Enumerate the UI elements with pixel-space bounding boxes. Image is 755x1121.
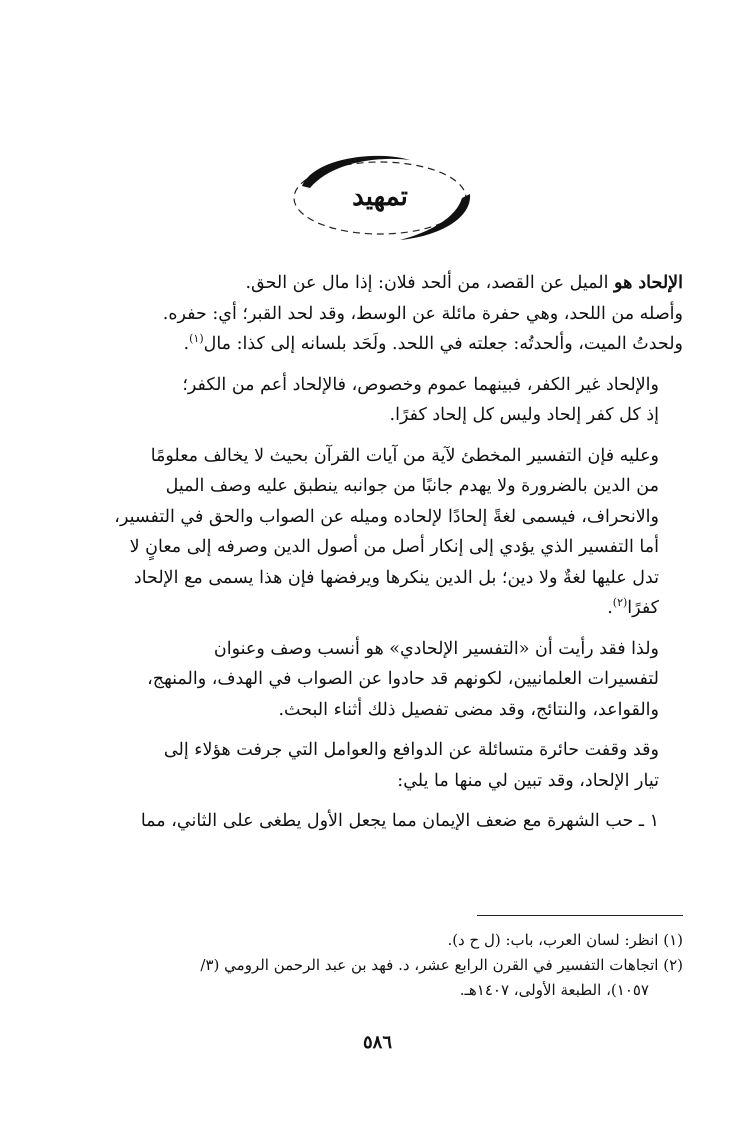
paragraph-line — [80, 268, 683, 299]
section-heading: تمهيد — [352, 182, 408, 212]
paragraph-line: والقواعد، والنتائج، وقد مضى تفصيل ذلك أثناء البحث. — [278, 699, 659, 720]
footnote-text: اتجاهات التفسير في القرن الرابع عشر، د. فهد بن عبد الرحمن الرومي (٣/ — [200, 956, 659, 974]
term-lead: الإلحاد هو — [614, 273, 683, 293]
paragraph-3 — [80, 441, 683, 624]
paragraph-5 — [80, 735, 683, 796]
paragraph-line: وأصله من اللحد، وهي حفرة مائلة عن الوسط، وقد لحد القبر؛ أي: حفره. — [162, 303, 683, 324]
footnote-ref: (٢) — [612, 596, 628, 610]
paragraph-line: وعليه فإن التفسير المخطئ لآية من آيات القرآن بحيث لا يخالف معلومًا — [150, 445, 659, 466]
footnote-number: (٢) — [663, 956, 683, 974]
footnote-divider — [477, 915, 683, 916]
line-text: الميل عن القصد، من ألحد فلان: إذا مال عن الحق. — [245, 273, 615, 293]
paragraph-2 — [80, 370, 683, 431]
footnote-number: (١) — [663, 931, 683, 949]
line-text: كفرًا — [627, 598, 659, 618]
paragraph-1 — [80, 268, 683, 360]
paragraph-line: ١ ـ حب الشهرة مع ضعف الإيمان مما يجعل الأول يطغى على الثاني، مما — [140, 811, 659, 831]
footnote-2 — [80, 953, 683, 978]
footnote-2-continuation: ١٠٥٧)، الطبعة الأولى، ١٤٠٧هـ. — [459, 981, 649, 999]
line-text: ولحدتُ الميت، وألحدتُه: جعلته في اللحد. ولَحَد بلسانه إلى كذا: مال — [203, 334, 683, 354]
paragraph-line: إذ كل كفر إلحاد وليس كل إلحاد كفرًا. — [389, 405, 659, 425]
paragraph-line: ولذا فقد رأيت أن «التفسير الإلحادي» هو أنسب وصف وعنوان — [213, 638, 659, 659]
paragraph-line: وقد وقفت حائرة متسائلة عن الدوافع والعوامل التي جرفت هؤلاء إلى — [163, 740, 659, 760]
footnote-1 — [80, 928, 683, 953]
body-text — [80, 268, 683, 847]
paragraph-line: تدل عليها لغةٌ ولا دين؛ بل الدين ينكرها ويرفضها فإن هذا يسمى مع الإلحاد — [133, 567, 659, 588]
footnote-ref: (١) — [189, 332, 204, 346]
paragraph-line: تيار الإلحاد، وقد تبين لي منها ما يلي: — [397, 770, 659, 791]
page-number: ٥٨٦ — [362, 1032, 392, 1053]
paragraph-line: كفرًا$^{(٢)}$. — [607, 596, 659, 618]
footnote-text: انظر: لسان العرب، باب: (ل ح د). — [447, 931, 659, 949]
paragraph-line: أما التفسير الذي يؤدي إلى إنكار أصل من أصول الدين وصرفه إلى معانٍ لا — [129, 537, 659, 557]
paragraph-4 — [80, 634, 683, 726]
paragraph-line: من الدين بالضرورة ولا يهدم جانبًا من جوانبه ينطبق عليه وصف الميل — [165, 476, 659, 496]
paragraph-line: والإلحاد غير الكفر، فبينهما عموم وخصوص، فالإلحاد أعم من الكفر؛ — [182, 374, 659, 395]
footnotes — [80, 928, 683, 1003]
paragraph-6 — [80, 806, 683, 837]
paragraph-line: ولحدتُ الميت، وألحدتُه: جعلته في اللحد. ولَحَد بلسانه إلى كذا: مال$^{(١)}$. — [183, 332, 683, 354]
paragraph-line: والانحراف، فيسمى لغةً إلحادًا لإلحاده وميله عن الصواب والحق في التفسير، — [114, 506, 659, 527]
paragraph-line: لتفسيرات العلمانيين، لكونهم قد حادوا عن الصواب في الهدف، والمنهج، — [147, 669, 659, 689]
section-heading-ornament — [280, 148, 480, 248]
